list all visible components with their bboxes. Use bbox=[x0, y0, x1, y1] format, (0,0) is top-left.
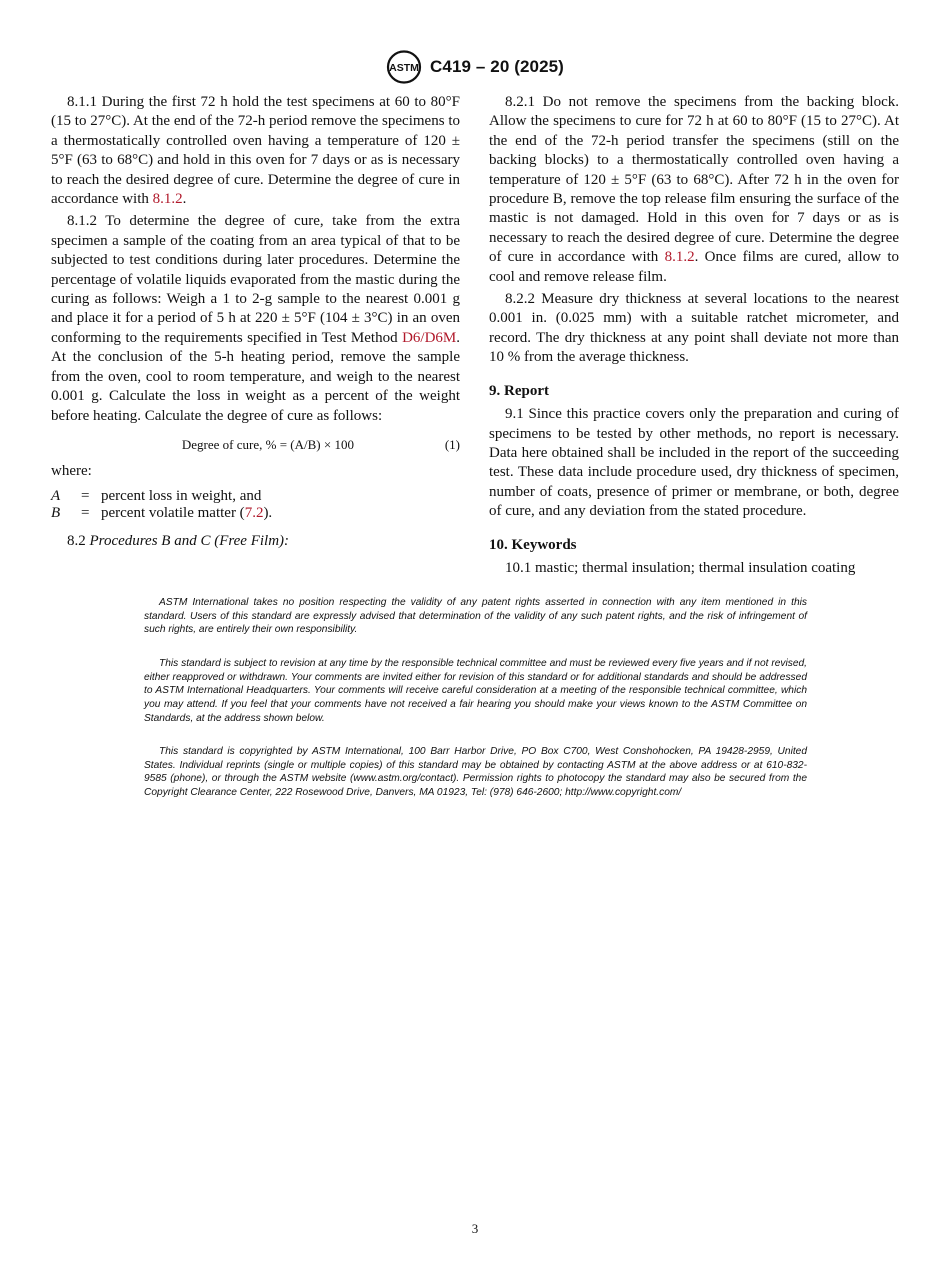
equation-formula: Degree of cure, % = (A/B) × 100 bbox=[181, 436, 354, 452]
footer-copyright-notice: This standard is copyrighted by ASTM International, 100 Barr Harbor Drive, PO Box C700, West Conshohocken, PA 19428-2959, United States. Individual reprints (single or multiple copies) of this standard may be obtained by contacting ASTM at the above address or at 610-832-9585 (phone), or through the ASTM website (www.astm.org/contact). Permission rights to photocopy the standard may also be secured from the Copyright Clearance Center, 222 Rosewood Drive, Danvers, MA 01923, Tel: (978) 646-2600; http://www.copyright.com/ bbox=[144, 746, 807, 799]
svg-text:ASTM: ASTM bbox=[389, 62, 419, 74]
page-header bbox=[0, 50, 950, 84]
section-8-2-2: 8.2.2 Measure dry thickness at several locations to the nearest 0.001 in. (0.025 mm) with a suitable ratchet micrometer, and record. The dry thickness at any point shall deviate not more than 10 % from the average thickness. bbox=[489, 291, 899, 366]
where-label: where: bbox=[51, 463, 92, 480]
variable-definitions bbox=[51, 488, 460, 522]
section-8-2: 8.2 Procedures B and C (Free Film): bbox=[67, 532, 290, 549]
standard-designation: C419 – 20 (2025) bbox=[430, 57, 564, 76]
section-8-1-1: 8.1.1 During the first 72 h hold the test specimens at 60 to 80°F (15 to 27°C). At the end of the 72-h period remove the specimens to a thermostatically controlled oven having a temperature of 120 ± 5°F (63 to 68°C) and hold in this oven for 7 days or as is necessary to reach the desired degree of cure. Determine the degree of cure in accordance with 8.1.2. bbox=[51, 94, 460, 208]
definition-b: B = percent volatile matter (7.2). bbox=[51, 504, 273, 521]
astm-logo-icon bbox=[386, 50, 422, 84]
heading-report: 9. Report bbox=[489, 382, 549, 399]
equation-1 bbox=[51, 435, 460, 454]
ref-8-1-2-link[interactable]: 8.1.2 bbox=[152, 191, 183, 208]
heading-keywords: 10. Keywords bbox=[489, 536, 577, 553]
right-column bbox=[489, 93, 899, 581]
page-number: 3 bbox=[471, 1221, 479, 1236]
left-column bbox=[51, 93, 460, 554]
ref-7-2-link[interactable]: 7.2 bbox=[244, 504, 264, 521]
definition-a: A = percent loss in weight, and bbox=[51, 487, 262, 504]
equation-number: (1) bbox=[444, 436, 460, 452]
section-9-1: 9.1 Since this practice covers only the preparation and curing of specimens to be tested by other methods, no report is necessary. Data here obtained shall be included in the report of the succeeding test. These data include procedure used, dry thickness of specimen, number of coats, presence of primer or membrane, or both, degree of cure, and any deviation from the stated procedure. bbox=[489, 406, 899, 520]
section-8-2-1: 8.2.1 Do not remove the specimens from the backing block. Allow the specimens to cure for 72 h at 60 to 80°F (15 to 27°C). At the end of the 72-h period transfer the specimens (still on the backing blocks) to a thermostatically controlled oven having a temperature of 120 ± 5°F (63 to 68°C). After 72 h in the oven for procedure B, remove the top release film ensuring the surface of the mastic is not damaged. Hold in this oven for 7 days or as is necessary to reach the desired degree of cure. Determine the degree of cure in accordance with 8.1.2. Once films are cured, allow to cool and remove release film. bbox=[489, 94, 899, 285]
section-10-1: 10.1 mastic; thermal insulation; thermal insulation coating bbox=[505, 559, 856, 576]
section-8-1-2: 8.1.2 To determine the degree of cure, take from the extra specimen a sample of the coating from an area typical of that to be subjected to test conditions during later procedures. Determine the percentage of volatile liquids evaporated from the mastic during the curing as follows: Weigh a 1 to 2-g sample to the nearest 0.001 g and place it for a period of 5 h at 220 ± 5°F (104 ± 3°C) in an oven conforming to the requirements specified in Test Method D6/D6M. At the conclusion of the 5-h heating period, remove the sample from the oven, cool to room temperature, and weigh to the nearest 0.001 g. Calculate the loss in weight as a percent of the weight before heating. Calculate the degree of cure as follows: bbox=[51, 213, 460, 424]
ref-8-1-2-link[interactable]: 8.1.2 bbox=[664, 249, 695, 266]
footer-patent-notice: ASTM International takes no position respecting the validity of any patent rights asserted in connection with any item mentioned in this standard. Users of this standard are expressly advised that determination of the validity of any such patent rights, and the risk of infringement of such rights, are entirely their own responsibility. bbox=[144, 597, 807, 636]
ref-d6-d6m-link[interactable]: D6/D6M bbox=[402, 329, 457, 346]
footer-revision-notice: This standard is subject to revision at any time by the responsible technical committee and must be reviewed every five years and if not revised, either reapproved or withdrawn. Your comments are invited either for revision of this standard or for additional standards and should be addressed to ASTM International Headquarters. Your comments will receive careful consideration at a meeting of the responsible technical committee, which you may attend. If you feel that your comments have not received a fair hearing you should make your views known to the ASTM Committee on Standards, at the address shown below. bbox=[144, 658, 807, 724]
